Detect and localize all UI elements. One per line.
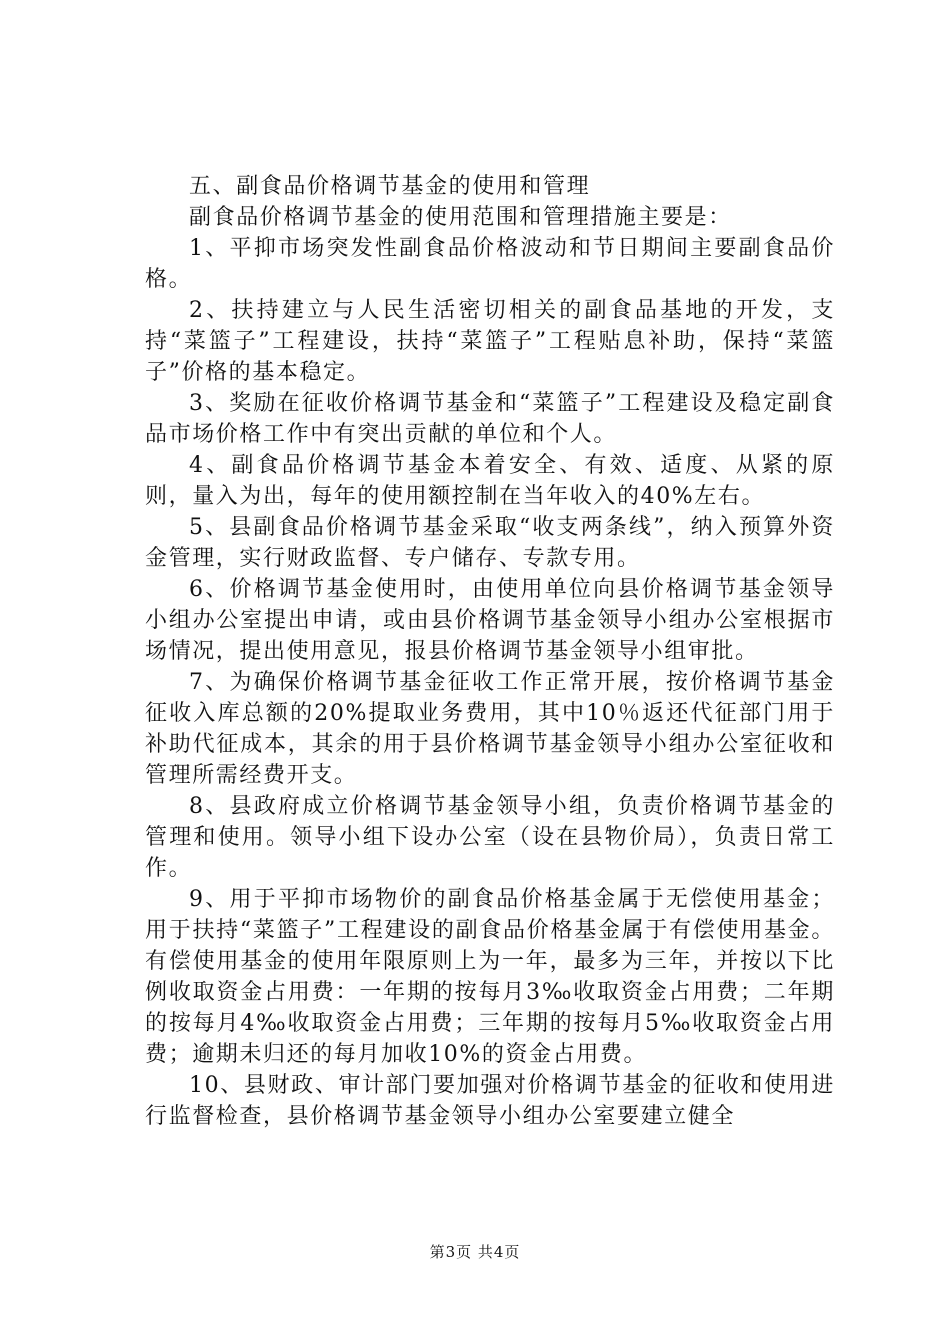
list-item: 8、县政府成立价格调节基金领导小组，负责价格调节基金的管理和使用。领导小组下设办公室（设在县物价局），负责日常工作。 bbox=[145, 794, 835, 881]
page-number-footer: 第3页 共4页 bbox=[429, 1243, 521, 1261]
list-item: 5、县副食品价格调节基金采取“收支两条线”，纳入预算外资金管理，实行财政监督、专户储存、专款专用。 bbox=[145, 515, 835, 571]
list-item: 7、为确保价格调节基金征收工作正常开展，按价格调节基金征收入库总额的20%提取业务费用，其中10％返还代征部门用于补助代征成本，其余的用于县价格调节基金领导小组办公室征收和管理所需经费开支。 bbox=[145, 670, 835, 788]
intro-paragraph: 副食品价格调节基金的使用范围和管理措施主要是： bbox=[189, 205, 732, 230]
list-item: 3、奖励在征收价格调节基金和“菜篮子”工程建设及稳定副食品市场价格工作中有突出贡献的单位和个人。 bbox=[145, 391, 835, 447]
list-item: 9、用于平抑市场物价的副食品价格基金属于无偿使用基金；用于扶持“菜篮子”工程建设的副食品价格基金属于有偿使用基金。有偿使用基金的使用年限原则上为一年，最多为三年，并按以下比例收取资金占用费：一年期的按每月3‰收取资金占用费；二年期的按每月4‰收取资金占用费；三年期的按每月5‰收取资金占用费；逾期未归还的每月加收10%的资金占用费。 bbox=[145, 887, 835, 1067]
list-item: 10、县财政、审计部门要加强对价格调节基金的征收和使用进行监督检查，县价格调节基金领导小组办公室要建立健全 bbox=[145, 1073, 835, 1129]
list-item: 4、副食品价格调节基金本着安全、有效、适度、从紧的原则，量入为出，每年的使用额控制在当年收入的40%左右。 bbox=[145, 453, 835, 509]
list-item: 1、平抑市场突发性副食品价格波动和节日期间主要副食品价格。 bbox=[145, 236, 835, 292]
document-body bbox=[145, 171, 835, 1132]
list-item: 6、价格调节基金使用时，由使用单位向县价格调节基金领导小组办公室提出申请，或由县价格调节基金领导小组办公室根据市场情况，提出使用意见，报县价格调节基金领导小组审批。 bbox=[145, 577, 835, 664]
list-item: 2、扶持建立与人民生活密切相关的副食品基地的开发，支持“菜篮子”工程建设，扶持“菜篮子”工程贴息补助，保持“菜篮子”价格的基本稳定。 bbox=[145, 298, 835, 385]
section-heading: 五、副食品价格调节基金的使用和管理 bbox=[189, 174, 591, 199]
